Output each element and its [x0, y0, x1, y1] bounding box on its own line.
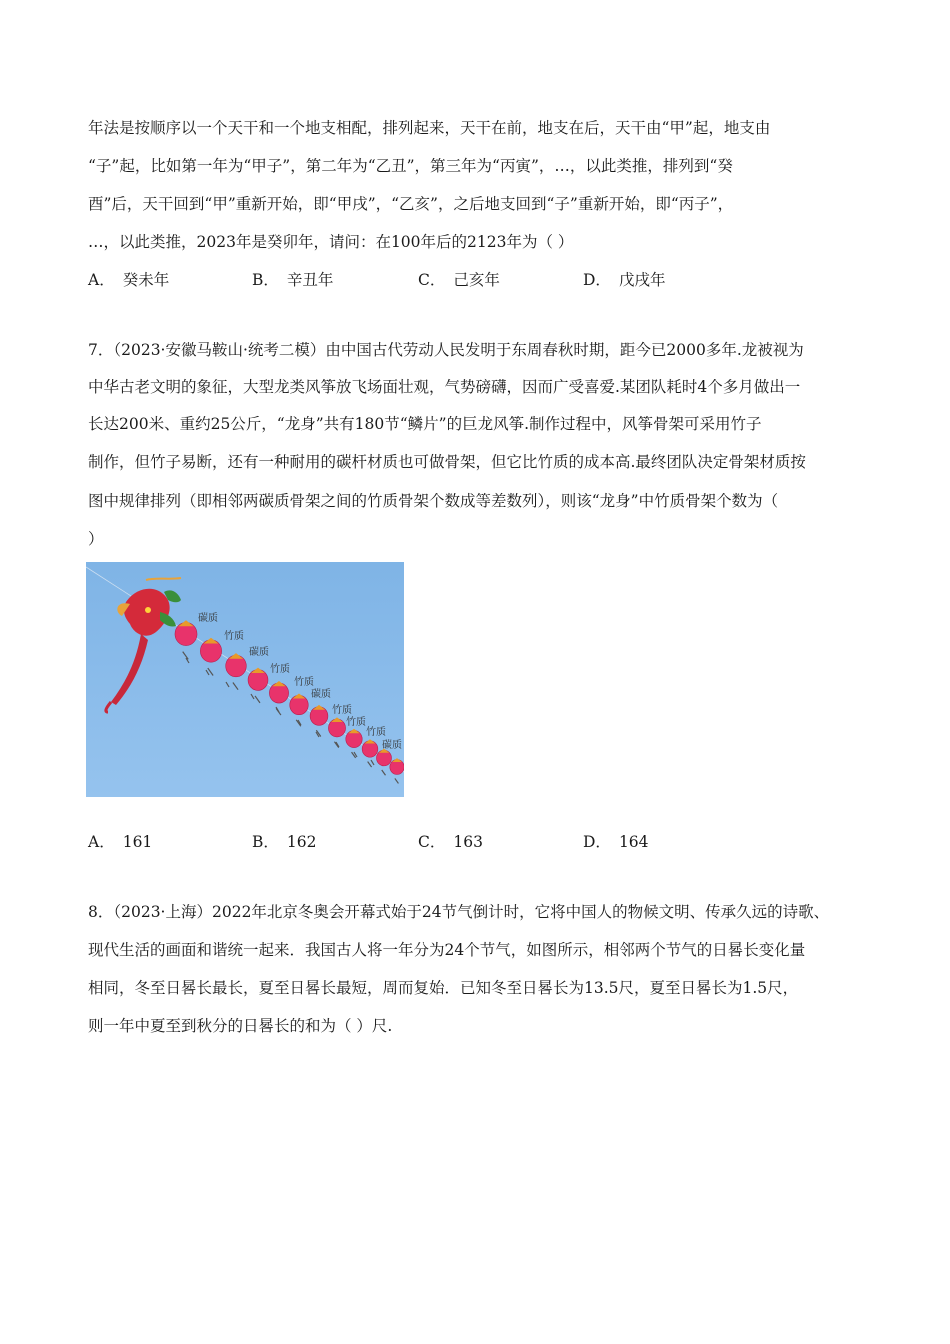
q6-option-a[interactable]: [88, 268, 169, 290]
q7-line-2: 中华古老文明的象征，大型龙类风筝放飞场面壮观，气势磅礴，因而广受喜爱.某团队耗时4个多月做出一: [88, 378, 801, 396]
q7-option-b[interactable]: [252, 830, 316, 852]
option-text: 戊戌年: [618, 271, 666, 289]
option-text: 辛丑年: [286, 271, 334, 289]
option-label: D．: [583, 833, 611, 851]
option-label: B．: [252, 271, 279, 289]
figure-label: 竹质: [294, 677, 314, 688]
option-label: A．: [88, 833, 115, 851]
figure-label: 竹质: [366, 727, 386, 738]
figure-label: 碳质: [198, 613, 218, 624]
option-text: 己亥年: [453, 271, 500, 289]
option-text: 癸未年: [122, 271, 170, 289]
option-text: 162: [286, 833, 317, 851]
q8-line-2: 现代生活的画面和谐统一起来．我国古人将一年分为24个节气，如图所示，相邻两个节气的日晷长变化量: [88, 941, 806, 959]
option-text: 161: [122, 833, 153, 851]
option-label: C．: [418, 833, 446, 851]
option-text: 164: [618, 833, 649, 851]
figure-label: 碳质: [382, 740, 402, 751]
figure-label: 竹质: [270, 664, 290, 675]
option-label: D．: [583, 271, 611, 289]
figure-label: 碳质: [311, 689, 331, 700]
figure-label: 竹质: [346, 717, 366, 728]
q7-line-6: ）: [88, 530, 104, 548]
q7-option-a[interactable]: [88, 830, 152, 852]
q6-line-1: 年法是按顺序以一个天干和一个地支相配，排列起来，天干在前，地支在后，天干由“甲”起，地支由: [88, 119, 771, 137]
q7-options: [88, 830, 788, 850]
q7-line-3: 长达200米、重约25公斤，“龙身”共有180节“鳞片”的巨龙风筝.制作过程中，风筝骨架可采用竹子: [88, 415, 762, 433]
q6-line-3: 酉”后，天干回到“甲”重新开始，即“甲戌”，“乙亥”，之后地支回到“子”重新开始，即“丙子”，: [88, 195, 734, 213]
q6-options: [88, 268, 788, 288]
q7-option-c[interactable]: [418, 830, 483, 852]
q7-line-4: 制作，但竹子易断，还有一种耐用的碳杆材质也可做骨架，但它比竹质的成本高.最终团队决定骨架材质按: [88, 453, 806, 471]
q8-line-3: 相同，冬至日晷长最长，夏至日晷长最短，周而复始．已知冬至日晷长为13.5尺，夏至日晷长为1.5尺，: [88, 979, 799, 997]
q6-line-4: …，以此类推，2023年是癸卯年，请问：在100年后的2123年为（ ）: [88, 233, 574, 251]
q6-line-2: “子”起，比如第一年为“甲子”，第二年为“乙丑”，第三年为“丙寅”，…，以此类推，排列到“癸: [88, 157, 733, 175]
figure-label: 碳质: [249, 647, 269, 658]
figure-label: 竹质: [224, 631, 244, 642]
q7-line-1: 7．（2023·安徽马鞍山·统考二模）由中国古代劳动人民发明于东周春秋时期，距今已2000多年.龙被视为: [88, 341, 804, 359]
q6-option-d[interactable]: [583, 268, 665, 290]
option-label: C．: [418, 271, 446, 289]
dragon-kite-image: [86, 562, 404, 797]
q6-option-c[interactable]: [418, 268, 500, 290]
q7-line-5: 图中规律排列（即相邻两碳质骨架之间的竹质骨架个数成等差数列），则该“龙身”中竹质骨架个数为（: [88, 492, 779, 510]
q7-option-d[interactable]: [583, 830, 649, 852]
q8-line-4: 则一年中夏至到秋分的日晷长的和为（ ）尺.: [88, 1017, 393, 1035]
figure-label: 竹质: [332, 705, 352, 716]
option-label: A．: [88, 271, 115, 289]
option-text: 163: [453, 833, 483, 851]
q6-option-b[interactable]: [252, 268, 333, 290]
option-label: B．: [252, 833, 279, 851]
q8-line-1: 8．（2023·上海）2022年北京冬奥会开幕式始于24节气倒计时，它将中国人的物候文明、传承久远的诗歌、: [88, 903, 830, 921]
